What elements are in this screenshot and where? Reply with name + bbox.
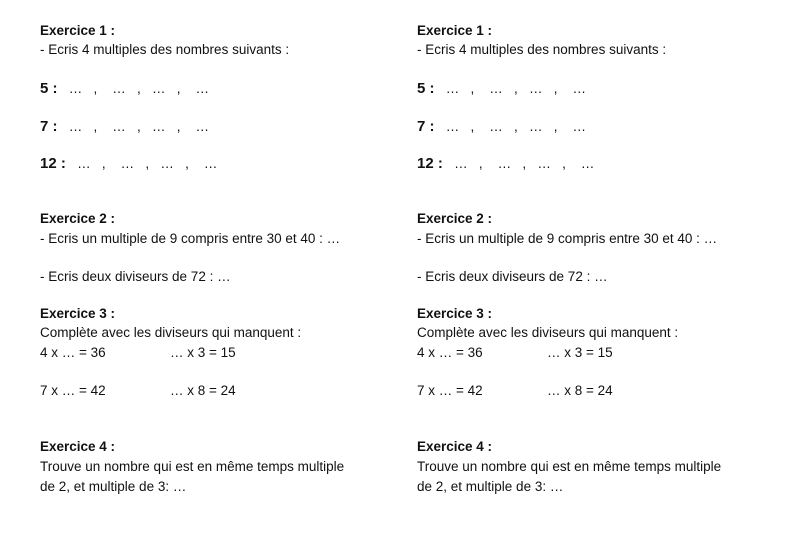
multiples-row-12: [40, 155, 217, 173]
equation-a: 4 x … = 36: [417, 345, 483, 360]
exercise-2-title: Exercice 2 :: [417, 211, 493, 226]
exercise-1-title: Exercice 1 :: [40, 23, 116, 38]
exercise-4-line-2: de 2, et multiple de 3: …: [417, 479, 564, 494]
exercise-1-instruction: - Ecris 4 multiples des nombres suivants :: [40, 42, 290, 57]
equation-b: … x 3 = 15: [547, 345, 613, 360]
multiples-row-12: [417, 155, 594, 173]
exercise-3-title: Exercice 3 :: [417, 306, 493, 321]
exercise-1-title: Exercice 1 :: [417, 23, 493, 38]
exercise-1-instruction: - Ecris 4 multiples des nombres suivants :: [417, 42, 667, 57]
multiples-row-5: [417, 80, 586, 98]
equation-a: 4 x … = 36: [40, 345, 106, 360]
number-label: 12 :: [417, 155, 443, 172]
number-label: 7 :: [417, 118, 435, 135]
exercise-4-line-1: Trouve un nombre qui est en même temps multiple: [417, 459, 722, 474]
blanks: … , … , … , …: [57, 81, 210, 96]
number-label: 5 :: [417, 80, 435, 97]
blanks: … , … , … , …: [57, 119, 210, 134]
exercise-3-title: Exercice 3 :: [40, 306, 116, 321]
exercise-4-title: Exercice 4 :: [417, 439, 493, 454]
multiples-row-7: [40, 118, 209, 136]
worksheet-right: [417, 0, 777, 553]
equation-d: … x 8 = 24: [170, 383, 236, 398]
exercise-4-line-1: Trouve un nombre qui est en même temps multiple: [40, 459, 345, 474]
multiples-row-7: [417, 118, 586, 136]
equation-b: … x 3 = 15: [170, 345, 236, 360]
equation-c: 7 x … = 42: [417, 383, 483, 398]
number-label: 12 :: [40, 155, 66, 172]
blanks: … , … , … , …: [442, 156, 595, 171]
blanks: … , … , … , …: [434, 119, 587, 134]
blanks: … , … , … , …: [65, 156, 218, 171]
exercise-4-title: Exercice 4 :: [40, 439, 116, 454]
exercise-2-line-2: - Ecris deux diviseurs de 72 : …: [40, 269, 231, 284]
worksheet-left: [40, 0, 400, 553]
multiples-row-5: [40, 80, 209, 98]
exercise-3-instruction: Complète avec les diviseurs qui manquent :: [40, 325, 302, 340]
equation-d: … x 8 = 24: [547, 383, 613, 398]
number-label: 7 :: [40, 118, 58, 135]
blanks: … , … , … , …: [434, 81, 587, 96]
number-label: 5 :: [40, 80, 58, 97]
exercise-2-title: Exercice 2 :: [40, 211, 116, 226]
exercise-4-line-2: de 2, et multiple de 3: …: [40, 479, 187, 494]
exercise-2-line-1: - Ecris un multiple de 9 compris entre 30 et 40 : …: [417, 231, 718, 246]
exercise-2-line-2: - Ecris deux diviseurs de 72 : …: [417, 269, 608, 284]
exercise-2-line-1: - Ecris un multiple de 9 compris entre 30 et 40 : …: [40, 231, 341, 246]
equation-c: 7 x … = 42: [40, 383, 106, 398]
exercise-3-instruction: Complète avec les diviseurs qui manquent :: [417, 325, 679, 340]
